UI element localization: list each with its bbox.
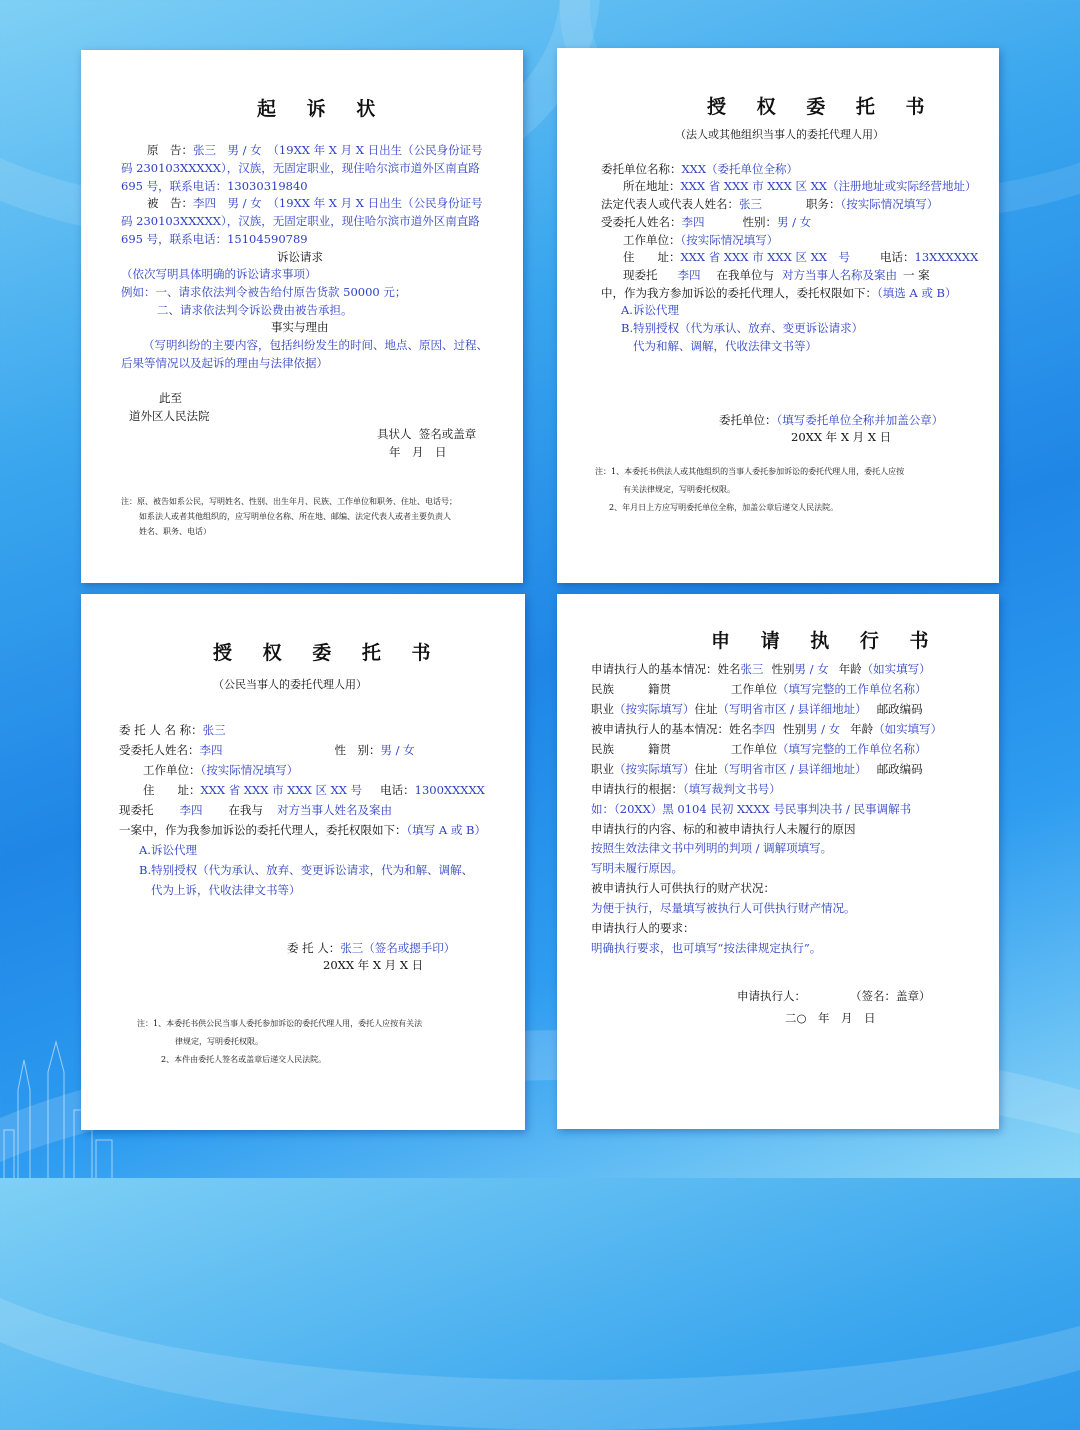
applicant-row [591,681,927,697]
option-b: B.特别授权（代为承认、放弃、变更诉讼请求，代为和解、调解、 [139,863,474,877]
field-value: （写明省市区 / 县详细地址） [717,762,867,776]
field-label: 年龄 [850,722,874,736]
field-value: （如实填写） [873,722,943,736]
field-label: 申请执行人的基本情况：姓名 [591,662,741,676]
section-text: 写明未履行原因。 [591,861,683,875]
defendant-info: 李四 男 / 女 （19XX 年 X 月 X 日出生（公民身份证号 [193,196,483,210]
facts-text: 后果等情况以及起诉的理由与法律依据） [121,356,328,370]
option-a: A.诉讼代理 [139,843,197,857]
defendant-line [147,195,483,211]
field-label: 职业 [591,702,614,716]
enforcement-application [557,594,999,1129]
address-row [623,178,977,194]
field-label: 住址 [694,702,718,716]
residence-row [623,249,978,265]
defendant-label: 被 告： [147,196,193,210]
addressee-line: 此至 [159,391,182,405]
field-value: （按实际情况填写） [200,763,299,777]
respondent-row [591,741,927,757]
footnote: 注：1、本委托书供法人或其他组织的当事人委托参加诉讼的委托代理人用，委托人应按 [595,467,905,476]
client-row [119,722,226,738]
option-a: A.诉讼代理 [621,303,679,317]
field-label: 现委托 [119,803,154,817]
field-label: 委 托 人： [287,941,341,955]
field-label: （签名：盖章） [850,989,931,1003]
date-line: 20XX 年 X 月 X 日 [323,958,424,972]
field-label: 年龄 [838,662,862,676]
respondent-row [591,721,942,737]
authority-row [119,822,486,838]
field-label: 籍贯 [648,742,671,756]
claims-hint: （依次写明具体明确的诉讼请求事项） [121,267,317,281]
footnote: 注：原、被告如系公民，写明姓名、性别、出生年月、民族、工作单位和职务、住址、电话号； [121,497,457,506]
section-heading: 申请执行的内容、标的和被申请执行人未履行的原因 [591,822,856,836]
facts-text: （写明纠纷的主要内容，包括纠纷发生的时间、地点、原因、过程、 [143,338,488,352]
field-label: 籍贯 [648,682,671,696]
date-line: 年 月 日 [389,445,447,459]
complaint-document [81,50,523,583]
facts-heading: 事实与理由 [271,320,329,334]
agent-row [601,214,811,230]
date-line: 二○ 年 月 日 [785,1011,876,1025]
document-title: 申 请 执 行 书 [711,630,941,652]
section-text: 为便于执行，尽量填写被执行人可供执行财产情况。 [591,901,856,915]
field-value: 13XXXXXX [914,250,979,264]
citizen-power-of-attorney [81,594,525,1130]
field-label: 邮政编码 [876,702,923,716]
field-label: 工作单位 [731,682,777,696]
field-value: （按实际填写） [614,762,695,776]
signature-line [719,412,943,428]
option-b: B.特别授权（代为承认、放弃、变更诉讼请求） [621,321,864,335]
field-label: 法定代表人或代表人姓名： [601,197,739,211]
section-text: 按照生效法律文书中列明的判项 / 调解项填写。 [591,841,833,855]
document-subtitle: （法人或其他组织当事人的委托代理人用） [675,128,884,141]
field-value: 张三 [739,197,762,211]
field-value: （填选 A 或 B） [877,286,957,300]
plaintiff-line: 码 230103XXXXX），汉族，无固定职业，现住哈尔滨市道外区南直路 [121,161,480,175]
footnote: 注：1、本委托书供公民当事人委托参加诉讼的委托代理人用，委托人应按有关法 [137,1019,423,1028]
field-value: 男 / 女 [794,662,829,676]
option-b: 代为和解、调解，代收法律文书等） [633,339,817,353]
footnote: 2、年月日上方应写明委托单位全称，加盖公章后递交人民法院。 [609,503,839,512]
footnote: 2、本件由委托人签名或盖章后递交人民法院。 [161,1055,327,1064]
field-label: 住址 [694,762,718,776]
field-value: （按实际情况填写） [680,233,779,247]
defendant-line: 695 号，联系电话：15104590789 [121,232,308,246]
option-b: 代为上诉，代收法律文书等） [151,883,301,897]
field-label: 民族 [591,682,614,696]
claim-item: 例如：一、请求依法判令被告给付原告货款 50000 元； [121,285,407,299]
basis-example: 如：（20XX）黑 0104 民初 XXXX 号民事判决书 / 民事调解书 [591,802,912,816]
section-text: 明确执行要求，也可填写“按法律规定执行”。 [591,941,822,955]
basis-row [591,781,781,797]
field-value: （填写完整的工作单位名称） [777,682,927,696]
field-label: 所在地址： [623,179,681,193]
document-title: 授 权 委 托 书 [213,642,443,664]
plaintiff-line: 695 号，联系电话：13030319840 [121,179,308,193]
field-value: （写明省市区 / 县详细地址） [717,702,867,716]
field-label: 工作单位： [143,763,201,777]
field-value: （填写裁判文书号） [683,782,781,796]
claims-heading: 诉讼请求 [277,250,323,264]
section-heading: 被申请执行人可供执行的财产状况： [591,881,775,895]
field-label: 在我与 [228,803,263,817]
plaintiff-label: 原 告： [147,143,193,157]
applicant-row [591,661,931,677]
document-title: 授 权 委 托 书 [707,96,937,118]
work-unit-row [143,762,298,778]
footnote: 律规定，写明委托权限。 [175,1037,263,1046]
field-label: 中，作为我方参加诉讼的委托代理人，委托权限如下： [601,286,877,300]
field-label: 被申请执行人的基本情况：姓名 [591,722,752,736]
field-label: 在我单位与 [716,268,774,282]
field-label: 受委托人姓名： [119,743,200,757]
footnote: 有关法律规定，写明委托权限。 [623,485,735,494]
authority-row [601,285,956,301]
field-label: 职务： [806,197,841,211]
signature-line: 具状人 签名或盖章 [377,427,477,441]
field-label: 一案中，作为我参加诉讼的委托代理人，委托权限如下： [119,823,407,837]
field-value: 男 / 女 [777,215,812,229]
defendant-line: 码 230103XXXXX），汉族，无固定职业，现住哈尔滨市道外区南直路 [121,214,480,228]
court-name: 道外区人民法院 [129,409,210,423]
entrust-row [623,267,930,283]
field-value: XXX 省 XXX 市 XXX 区 XX 号 [200,783,363,797]
date-line: 20XX 年 X 月 X 日 [791,430,892,444]
plaintiff-line [147,142,483,158]
field-label: 邮政编码 [876,762,923,776]
corporate-power-of-attorney [557,48,999,583]
field-label: 性别 [783,722,806,736]
field-value: XXX 省 XXX 市 XXX 区 XX（注册地址或实际经营地址） [680,179,977,193]
footnote: 姓名、职务、电话） [139,527,211,536]
field-label: 性别： [742,215,777,229]
applicant-row [591,701,923,717]
field-value: 对方当事人姓名及案由 [277,803,392,817]
field-value: 男 / 女 [806,722,841,736]
legal-rep-row [601,196,938,212]
document-title: 起 诉 状 [257,98,388,120]
field-value: 男 / 女 [380,743,415,757]
field-label: 委托单位： [719,413,777,427]
agent-row [119,742,415,758]
field-label: 电话： [380,783,415,797]
field-value: 李四 [677,268,701,282]
field-value: （填写委托单位全称并加盖公章） [776,413,944,427]
plaintiff-info: 张三 男 / 女 （19XX 年 X 月 X 日出生（公民身份证号 [193,143,483,157]
field-label: 工作单位： [623,233,681,247]
field-label: 委 托 人 名 称： [119,723,203,737]
field-label: 住 址： [143,783,201,797]
footnote: 如系法人或者其他组织的，应写明单位名称、所在地、邮编、法定代表人或者主要负责人 [139,512,451,521]
signature-line [737,988,931,1004]
field-label: 现委托 [623,268,658,282]
entrust-row [119,802,392,818]
field-label: 申请执行的根据： [591,782,683,796]
field-value: （填写 A 或 B） [406,823,486,837]
field-label: 委托单位名称： [601,162,682,176]
respondent-row [591,761,923,777]
field-value: 1300XXXXX [414,783,485,797]
field-label: 性 别： [334,743,381,757]
client-unit-row [601,161,798,177]
field-label: 住 址： [623,250,681,264]
field-value: （按实际填写） [614,702,695,716]
field-label: 民族 [591,742,614,756]
field-label: 职业 [591,762,614,776]
field-value: 对方当事人名称及案由 [782,268,897,282]
field-value: （如实填写） [861,662,931,676]
field-value: 李四 [199,743,223,757]
field-value: 李四 [752,722,775,736]
document-subtitle: （公民当事人的委托代理人用） [213,678,367,691]
field-value: （填写完整的工作单位名称） [777,742,927,756]
residence-row [143,782,485,798]
work-unit-row [623,232,778,248]
claim-item: 二、请求依法判令诉讼费由被告承担。 [157,303,353,317]
field-label: 一 案 [903,268,930,282]
field-label: 工作单位 [731,742,777,756]
field-value: 李四 [179,803,203,817]
field-label: 电话： [880,250,915,264]
field-label: 性别 [771,662,795,676]
field-value: 张三 [740,662,764,676]
section-heading: 申请执行人的要求： [591,921,695,935]
field-value: 李四 [681,215,705,229]
field-label: 受委托人姓名： [601,215,682,229]
field-value: XXX 省 XXX 市 XXX 区 XX 号 [680,250,850,264]
field-label: 申请执行人： [737,989,806,1003]
signature-line [287,940,455,956]
field-value: （按实际情况填写） [840,197,939,211]
field-value: XXX（委托单位全称） [681,162,799,176]
field-value: 张三（签名或摁手印） [340,941,456,955]
field-value: 张三 [202,723,226,737]
